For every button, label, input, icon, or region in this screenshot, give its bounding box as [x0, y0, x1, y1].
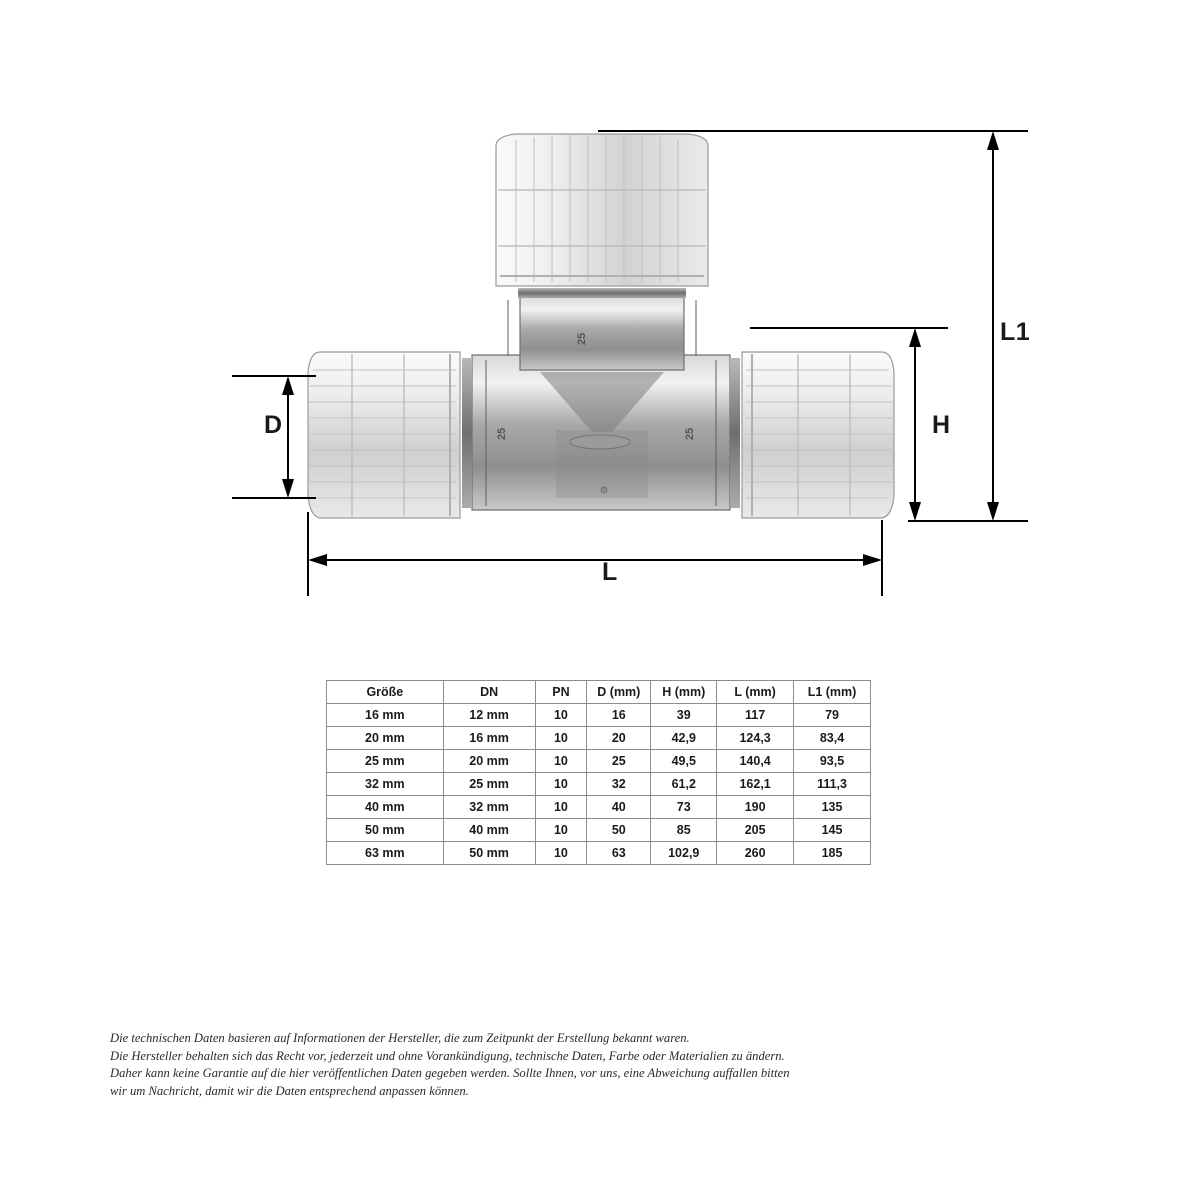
- table-row: [327, 773, 871, 796]
- table-cell: 10: [535, 750, 587, 773]
- table-cell: 135: [794, 796, 871, 819]
- table-cell: 20 mm: [327, 727, 444, 750]
- compression-nut-top: [496, 134, 708, 286]
- table-cell: 40 mm: [327, 796, 444, 819]
- disclaimer-line-2: Die Hersteller behalten sich das Recht vor, jederzeit und ohne Vorankündigung, technische Daten, Farbe oder Materialien zu ändern.: [110, 1048, 785, 1063]
- specification-table: [326, 680, 871, 865]
- table-cell: 39: [651, 704, 717, 727]
- table-header-row: [327, 681, 871, 704]
- compression-nut-right: [742, 352, 894, 518]
- dimension-label-l1: L1: [1000, 318, 1031, 346]
- table-header-cell: DN: [443, 681, 535, 704]
- table-cell: 42,9: [651, 727, 717, 750]
- table-row: [327, 727, 871, 750]
- disclaimer-line-1: Die technischen Daten basieren auf Informationen der Hersteller, die zum Zeitpunkt der Erstellung bekannt waren.: [110, 1031, 690, 1045]
- compression-nut-left: [308, 352, 460, 518]
- table-cell: 85: [651, 819, 717, 842]
- table-cell: 83,4: [794, 727, 871, 750]
- table-cell: 50 mm: [443, 842, 535, 865]
- table-cell: 32 mm: [443, 796, 535, 819]
- body-marking-top: 25: [576, 332, 588, 345]
- dimension-label-h: H: [932, 411, 951, 439]
- table-cell: 20: [587, 727, 651, 750]
- table-cell: 124,3: [717, 727, 794, 750]
- table-cell: 102,9: [651, 842, 717, 865]
- table-header-cell: D (mm): [587, 681, 651, 704]
- table-cell: 50 mm: [327, 819, 444, 842]
- table-row: [327, 842, 871, 865]
- table-cell: 63 mm: [327, 842, 444, 865]
- table-cell: 73: [651, 796, 717, 819]
- table-cell: 10: [535, 819, 587, 842]
- table-cell: 111,3: [794, 773, 871, 796]
- table-cell: 190: [717, 796, 794, 819]
- table-row: [327, 704, 871, 727]
- table-header-cell: L (mm): [717, 681, 794, 704]
- table-cell: 93,5: [794, 750, 871, 773]
- table-row: [327, 796, 871, 819]
- table-cell: 25 mm: [327, 750, 444, 773]
- table-cell: 32 mm: [327, 773, 444, 796]
- table-cell: 117: [717, 704, 794, 727]
- table-cell: 162,1: [717, 773, 794, 796]
- table-header-cell: H (mm): [651, 681, 717, 704]
- disclaimer-line-3: Daher kann keine Garantie auf die hier veröffentlichen Daten gegeben werden. Sollte Ihnen, vor uns, eine Abweichung auffallen bitten: [110, 1066, 790, 1080]
- body-marking-right: 25: [684, 427, 696, 440]
- table-header-cell: L1 (mm): [794, 681, 871, 704]
- table-cell: 16 mm: [443, 727, 535, 750]
- table-row: [327, 750, 871, 773]
- table-cell: 260: [717, 842, 794, 865]
- fitting-body: [472, 296, 730, 510]
- disclaimer-line-4: wir um Nachricht, damit wir die Daten entsprechend anpassen können.: [110, 1083, 469, 1098]
- table-cell: 61,2: [651, 773, 717, 796]
- body-marking-left: 25: [496, 427, 508, 440]
- table-cell: 63: [587, 842, 651, 865]
- table-cell: 49,5: [651, 750, 717, 773]
- table-cell: 205: [717, 819, 794, 842]
- table-row: [327, 819, 871, 842]
- table-cell: 40: [587, 796, 651, 819]
- table-cell: 10: [535, 773, 587, 796]
- disclaimer-text: [110, 1030, 870, 1100]
- table-cell: 50: [587, 819, 651, 842]
- table-header-cell: Größe: [327, 681, 444, 704]
- specification-table-wrapper: [326, 680, 871, 865]
- table-cell: 10: [535, 704, 587, 727]
- table-cell: 10: [535, 727, 587, 750]
- table-cell: 25: [587, 750, 651, 773]
- table-cell: 16 mm: [327, 704, 444, 727]
- table-cell: 79: [794, 704, 871, 727]
- table-cell: 16: [587, 704, 651, 727]
- table-cell: 12 mm: [443, 704, 535, 727]
- table-cell: 20 mm: [443, 750, 535, 773]
- table-cell: 10: [535, 842, 587, 865]
- dimension-label-l: L: [602, 558, 618, 586]
- table-cell: 185: [794, 842, 871, 865]
- table-cell: 140,4: [717, 750, 794, 773]
- table-cell: 145: [794, 819, 871, 842]
- table-cell: 10: [535, 796, 587, 819]
- table-cell: 40 mm: [443, 819, 535, 842]
- table-header-cell: PN: [535, 681, 587, 704]
- table-cell: 32: [587, 773, 651, 796]
- table-cell: 25 mm: [443, 773, 535, 796]
- dimension-label-d: D: [264, 411, 283, 439]
